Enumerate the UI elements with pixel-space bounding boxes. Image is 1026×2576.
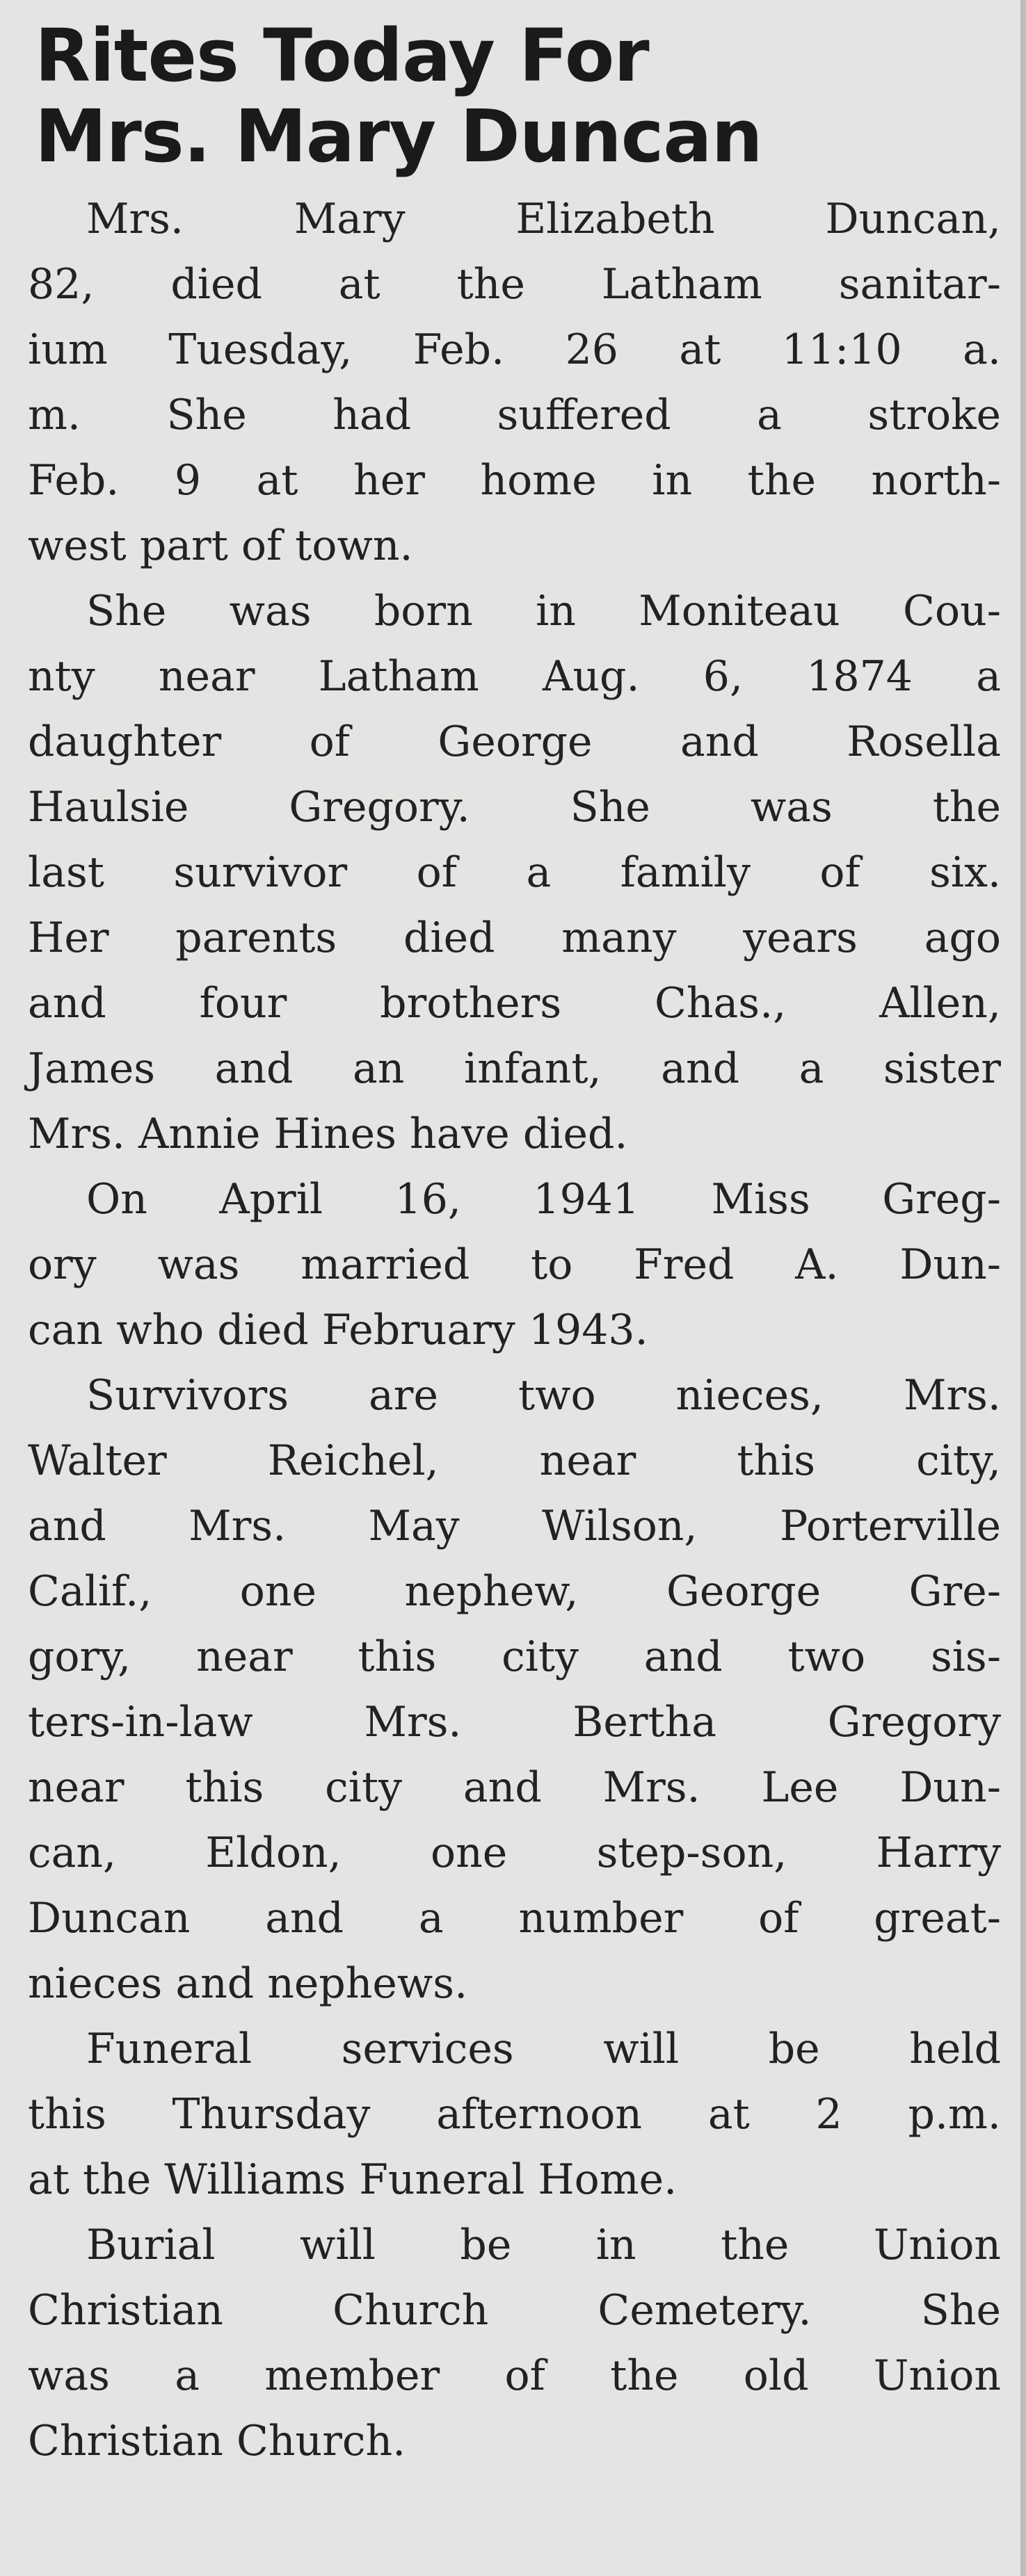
article-line: Funeral services will be held [86, 2025, 1001, 2073]
article-line: can who died February 1943. [28, 1306, 648, 1354]
article-paragraph [28, 578, 1001, 1167]
article-line: Haulsie Gregory. She was the [28, 783, 1001, 832]
article-line: Christian Church Cemetery. She [28, 2286, 1001, 2335]
article-paragraph [28, 2016, 1001, 2212]
article-paragraph [28, 186, 1001, 578]
article-line: can, Eldon, one step-son, Harry [28, 1829, 1001, 1877]
headline-line: Rites Today For [35, 13, 649, 98]
article-line: Survivors are two nieces, Mrs. [86, 1371, 1001, 1420]
article-line: gory, near this city and two sis- [28, 1633, 1001, 1681]
article-line: daughter of George and Rosella [28, 718, 1001, 766]
article-line: 82, died at the Latham sanitar- [28, 260, 1001, 309]
article-line: ium Tuesday, Feb. 26 at 11:10 a. [28, 325, 1001, 374]
article-line: ory was married to Fred A. Dun- [28, 1240, 1001, 1289]
article-line: Burial will be in the Union [86, 2221, 1001, 2269]
article-body [28, 186, 1001, 2474]
article-line: nty near Latham Aug. 6, 1874 a [28, 652, 1001, 701]
article-line: Duncan and a number of great- [28, 1894, 1001, 1943]
article-line: Feb. 9 at her home in the north- [28, 456, 1001, 505]
article-line: James and an infant, and a sister [28, 1044, 1001, 1093]
headline [35, 15, 1001, 177]
article-line: ters-in-law Mrs. Bertha Gregory [28, 1698, 1001, 1747]
article-line: On April 16, 1941 Miss Greg- [86, 1175, 1001, 1224]
article-line: nieces and nephews. [28, 1959, 468, 2008]
article-line: Mrs. Annie Hines have died. [28, 1110, 628, 1158]
article-line: at the Williams Funeral Home. [28, 2155, 678, 2204]
article-line: west part of town. [28, 521, 413, 570]
article-line: Walter Reichel, near this city, [28, 1436, 1001, 1485]
article-line: this Thursday afternoon at 2 p.m. [28, 2090, 1001, 2139]
article-paragraph [28, 2212, 1001, 2474]
page-edge [1020, 0, 1026, 2576]
article-line: She was born in Moniteau Cou- [86, 587, 1001, 635]
article-line: and four brothers Chas., Allen, [28, 979, 1001, 1028]
article-line: Mrs. Mary Elizabeth Duncan, [86, 195, 1001, 243]
article-line: was a member of the old Union [28, 2351, 1001, 2400]
article-line: last survivor of a family of six. [28, 848, 1001, 897]
article-line: Christian Church. [28, 2417, 406, 2465]
article-line: Calif., one nephew, George Gre- [28, 1567, 1001, 1616]
headline-line: Mrs. Mary Duncan [35, 94, 762, 179]
article-line: near this city and Mrs. Lee Dun- [28, 1763, 1001, 1812]
article-paragraph [28, 1363, 1001, 2016]
article-line: and Mrs. May Wilson, Porterville [28, 1502, 1001, 1550]
article-line: Her parents died many years ago [28, 914, 1001, 962]
article-paragraph [28, 1167, 1001, 1363]
article-line: m. She had suffered a stroke [28, 391, 1001, 439]
